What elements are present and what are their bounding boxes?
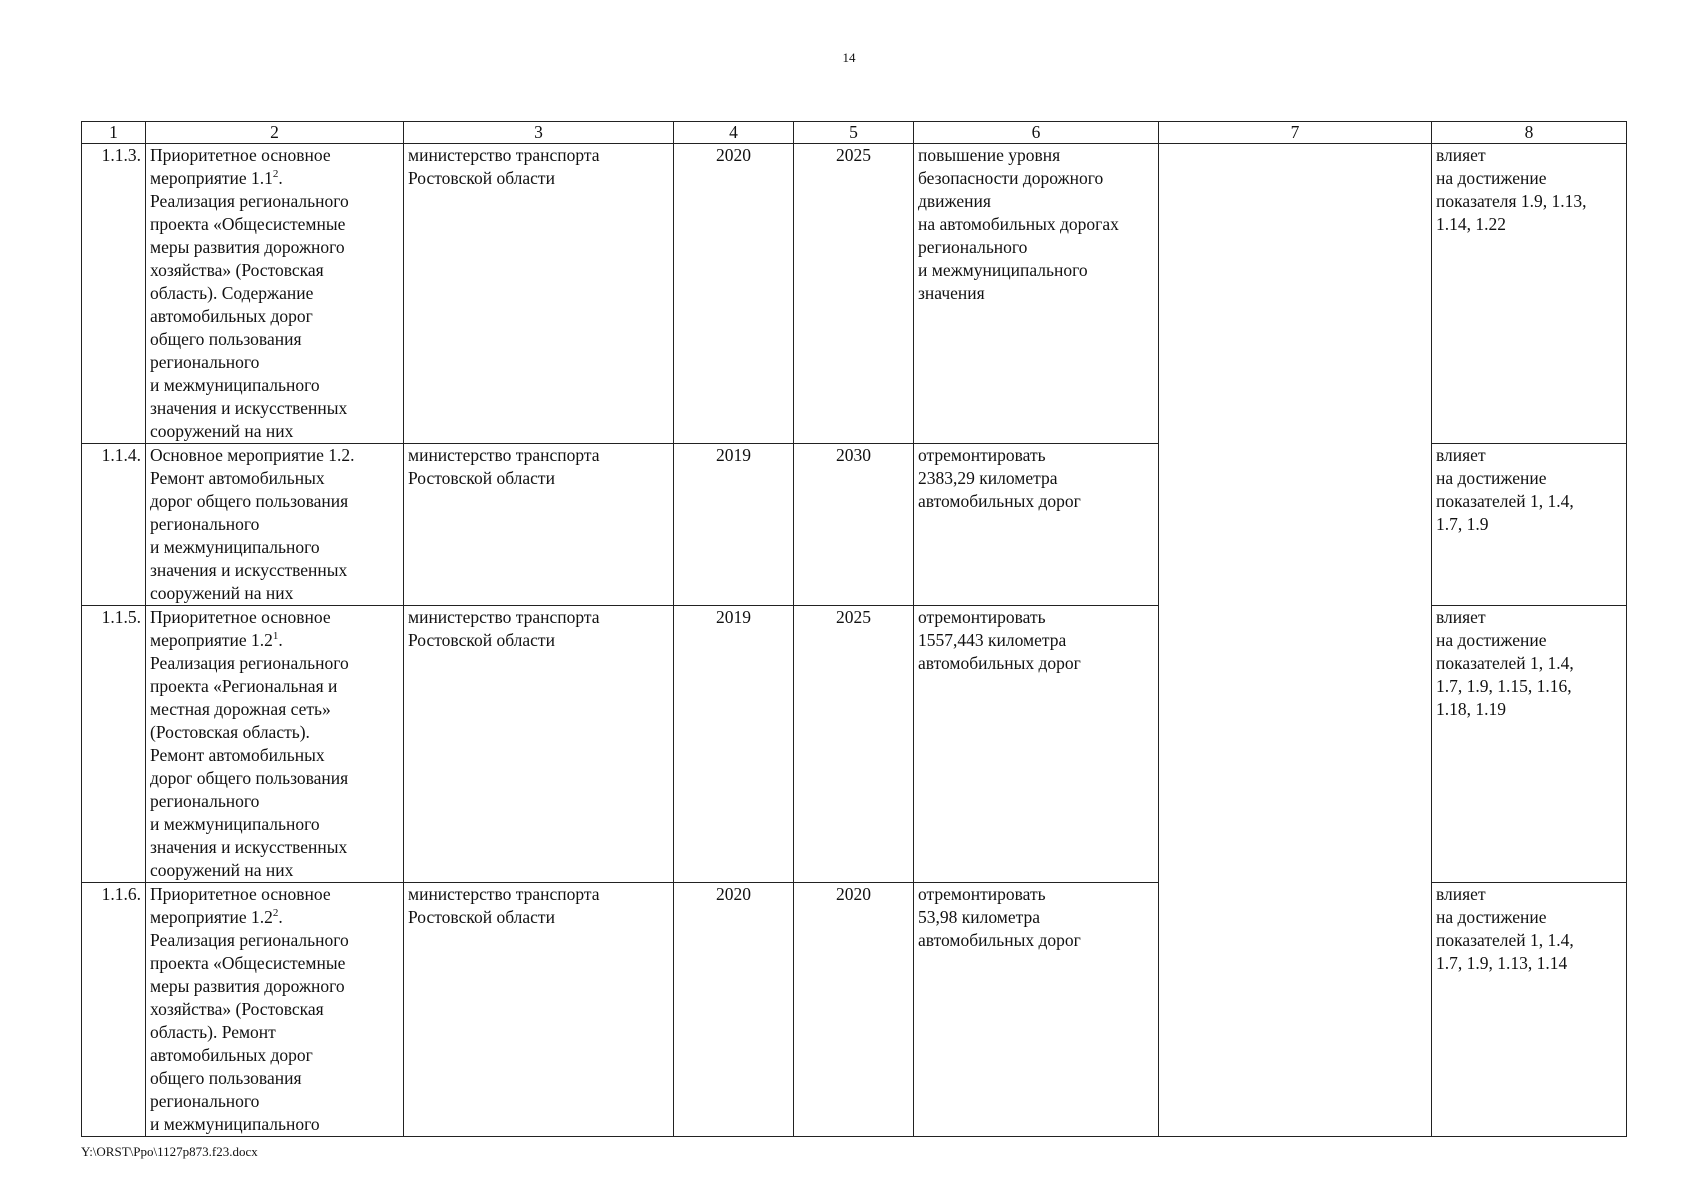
indicator-influence: влияет на достижение показателей 1, 1.4, 1.7, 1.9 xyxy=(1432,444,1627,606)
col-header-2: 2 xyxy=(146,122,404,144)
expected-result: отремонтировать 2383,29 километра автомобильных дорог xyxy=(914,444,1159,606)
activity-name xyxy=(146,144,404,444)
executor-cell: министерство транспорта Ростовской области xyxy=(404,444,674,606)
footnote-marker: 1 xyxy=(272,630,279,643)
row-number: 1.1.6. xyxy=(82,883,146,1137)
start-year: 2019 xyxy=(674,444,794,606)
table-row xyxy=(82,144,1627,444)
row-number: 1.1.4. xyxy=(82,444,146,606)
column-7-cell xyxy=(1159,144,1432,1137)
executor-cell: министерство транспорта Ростовской области xyxy=(404,606,674,883)
activity-name-text-cont: . Реализация регионального проекта «Общесистемные меры развития дорожного хозяйства» (Ростовская область). Ремонт автомобильных дорог общего пользования регионального и межмуниципального xyxy=(150,907,349,1134)
end-year: 2030 xyxy=(794,444,914,606)
start-year: 2020 xyxy=(674,883,794,1137)
indicator-influence: влияет на достижение показателей 1, 1.4, 1.7, 1.9, 1.15, 1.16, 1.18, 1.19 xyxy=(1432,606,1627,883)
activities-table xyxy=(81,121,1627,1137)
end-year: 2025 xyxy=(794,144,914,444)
col-header-6: 6 xyxy=(914,122,1159,144)
executor-cell: министерство транспорта Ростовской области xyxy=(404,144,674,444)
activity-name-text: Основное мероприятие 1.2. Ремонт автомобильных дорог общего пользования регионального и межмуниципального значения и искусственных сооружений на них xyxy=(150,445,355,603)
indicator-influence: влияет на достижение показателей 1, 1.4, 1.7, 1.9, 1.13, 1.14 xyxy=(1432,883,1627,1137)
activity-name-text: Приоритетное основное мероприятие 1.2 xyxy=(150,607,331,650)
activity-name xyxy=(146,444,404,606)
expected-result: отремонтировать 1557,443 километра автомобильных дорог xyxy=(914,606,1159,883)
col-header-5: 5 xyxy=(794,122,914,144)
activity-name-text: Приоритетное основное мероприятие 1.2 xyxy=(150,884,331,927)
expected-result: отремонтировать 53,98 километра автомобильных дорог xyxy=(914,883,1159,1137)
col-header-3: 3 xyxy=(404,122,674,144)
col-header-1: 1 xyxy=(82,122,146,144)
row-number: 1.1.3. xyxy=(82,144,146,444)
expected-result: повышение уровня безопасности дорожного движения на автомобильных дорогах регионального и межмуниципального значения xyxy=(914,144,1159,444)
end-year: 2020 xyxy=(794,883,914,1137)
col-header-7: 7 xyxy=(1159,122,1432,144)
col-header-8: 8 xyxy=(1432,122,1627,144)
activity-name-text-cont: . Реализация регионального проекта «Общесистемные меры развития дорожного хозяйства» (Ростовская область). Содержание автомобильных дорог общего пользования регионального и межмуниципального значения и искусственных сооружений на них xyxy=(150,168,349,441)
activity-name-text: Приоритетное основное мероприятие 1.1 xyxy=(150,145,331,188)
row-number: 1.1.5. xyxy=(82,606,146,883)
header-row xyxy=(82,122,1627,144)
activity-name xyxy=(146,606,404,883)
footnote-marker: 2 xyxy=(272,907,279,920)
start-year: 2020 xyxy=(674,144,794,444)
activity-name-text-cont: . Реализация регионального проекта «Региональная и местная дорожная сеть» (Ростовская область). Ремонт автомобильных дорог общего пользования регионального и межмуниципального значения и искусственных сооружений на них xyxy=(150,630,349,880)
page-number: 14 xyxy=(842,50,856,65)
end-year: 2025 xyxy=(794,606,914,883)
footnote-marker: 2 xyxy=(272,168,279,181)
col-header-4: 4 xyxy=(674,122,794,144)
executor-cell: министерство транспорта Ростовской области xyxy=(404,883,674,1137)
file-path-footer: Y:\ORST\Ppo\1127p873.f23.docx xyxy=(81,1144,258,1159)
start-year: 2019 xyxy=(674,606,794,883)
indicator-influence: влияет на достижение показателя 1.9, 1.13, 1.14, 1.22 xyxy=(1432,144,1627,444)
activity-name xyxy=(146,883,404,1137)
